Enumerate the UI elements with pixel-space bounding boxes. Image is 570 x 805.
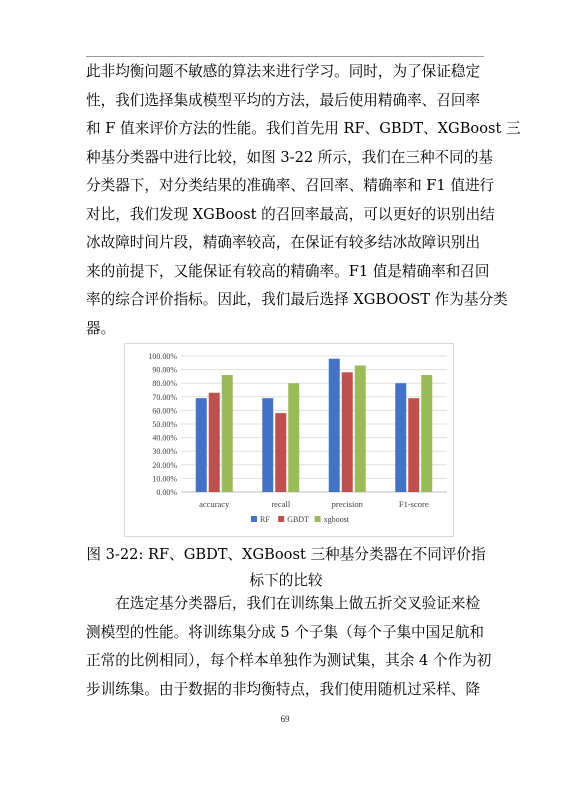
text-line: 此非均衡问题不敏感的算法来进行学习。同时，为了保证稳定 xyxy=(86,63,481,80)
page-number: 69 xyxy=(280,714,290,724)
bar-xgboost-accuracy xyxy=(222,375,233,492)
text-line: 性，我们选择集成模型平均的方法，最后使用精确率、召回率 xyxy=(86,91,481,109)
x-tick-label: recall xyxy=(271,499,291,509)
bar-xgboost-f1-score xyxy=(421,375,432,492)
text-line: 率的综合评价指标。因此，我们最后选择 XGBOOST 作为基分类 xyxy=(86,291,508,308)
y-tick-label: 0.00% xyxy=(156,488,177,497)
legend-label: GBDT xyxy=(287,515,309,524)
x-tick-label: accuracy xyxy=(199,499,230,509)
bar-rf-f1-score xyxy=(395,383,406,492)
text-line: 器。 xyxy=(86,319,116,337)
chart-canvas xyxy=(125,344,453,536)
legend-swatch-xgboost xyxy=(315,516,321,522)
text-line: 测模型的性能。将训练集分成 5 个子集（每个子集中国足航和 xyxy=(86,623,485,641)
bar-chart xyxy=(124,343,454,537)
text-line: 来的前提下，又能保证有较高的精确率。F1 值是精确率和召回 xyxy=(86,262,490,280)
bar-gbdt-accuracy xyxy=(209,393,220,492)
header-rule xyxy=(86,56,484,57)
bar-xgboost-recall xyxy=(288,383,299,492)
x-tick-label: F1-score xyxy=(398,499,429,509)
y-tick-label: 50.00% xyxy=(152,420,177,429)
text-line: 正常的比例相同），每个样本单独作为测试集，其余 4 个作为初 xyxy=(86,652,492,669)
y-tick-label: 90.00% xyxy=(152,365,177,375)
bar-rf-precision xyxy=(329,359,340,492)
paragraph-2 xyxy=(86,590,492,704)
y-tick-label: 70.00% xyxy=(152,392,177,402)
bar-xgboost-precision xyxy=(355,366,366,492)
text-line: 对比，我们发现 XGBoost 的召回率最高，可以更好的识别出结 xyxy=(86,205,495,223)
y-tick-label: 80.00% xyxy=(152,379,177,389)
x-tick-label: precision xyxy=(331,499,363,509)
text-line: 冰故障时间片段，精确率较高，在保证有较多结冰故障识别出 xyxy=(86,234,481,251)
legend-swatch-gbdt xyxy=(278,516,284,522)
bar-rf-recall xyxy=(262,398,273,492)
y-tick-label: 60.00% xyxy=(152,406,177,416)
y-tick-label: 40.00% xyxy=(152,433,177,443)
text-line: 在选定基分类器后，我们在训练集上做五折交叉验证来检 xyxy=(86,595,481,612)
text-line: 分类器下，对分类结果的准确率、召回率、精确率和 F1 值进行 xyxy=(86,177,495,194)
y-tick-label: 20.00% xyxy=(152,460,177,470)
text-line: 种基分类器中进行比较，如图 3-22 所示，我们在三种不同的基 xyxy=(86,148,493,166)
y-tick-label: 100.00% xyxy=(148,352,177,361)
legend-label: RF xyxy=(260,515,270,524)
bar-rf-accuracy xyxy=(196,398,207,492)
figure-caption-line-2: 标下的比较 xyxy=(249,572,323,589)
bar-gbdt-precision xyxy=(342,372,353,492)
bar-gbdt-recall xyxy=(275,413,286,492)
bar-gbdt-f1-score xyxy=(408,398,419,492)
text-line: 和 F 值来评价方法的性能。我们首先用 RF、GBDT、XGBoost 三 xyxy=(86,120,521,137)
figure-caption-line-1: 图 3-22: RF、GBDT、XGBoost 三种基分类器在不同评价指 xyxy=(86,546,486,563)
paragraph-1 xyxy=(86,58,521,343)
y-tick-label: 30.00% xyxy=(152,447,177,457)
legend-swatch-rf xyxy=(251,516,257,522)
y-tick-label: 10.00% xyxy=(152,474,177,484)
text-line: 步训练集。由于数据的非均衡特点，我们使用随机过采样、降 xyxy=(86,680,481,698)
legend-label: xgboost xyxy=(323,515,349,524)
